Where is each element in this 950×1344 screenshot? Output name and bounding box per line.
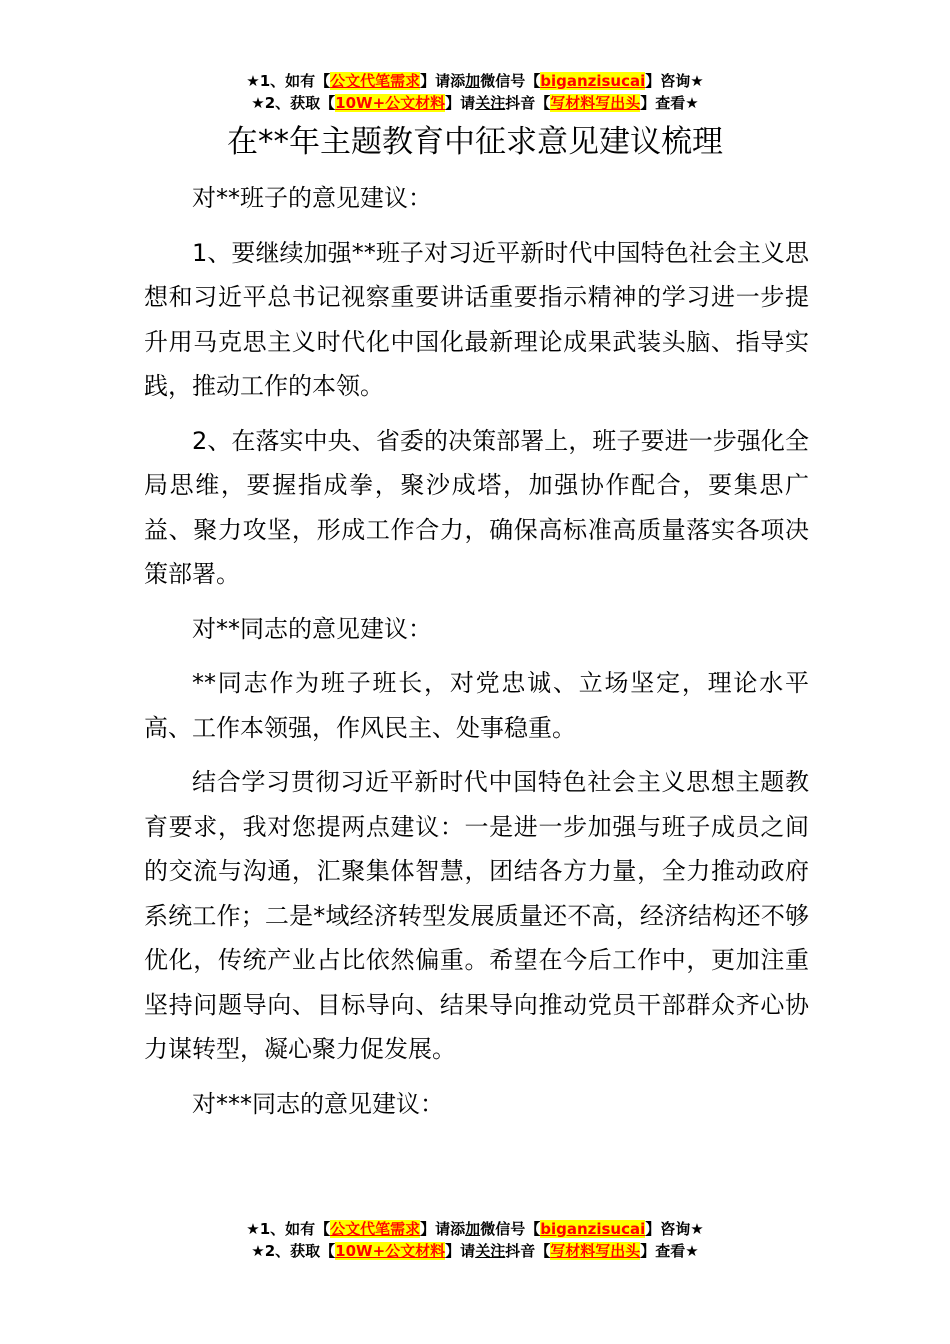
highlight-materials: 10W+公文材料 (335, 94, 446, 112)
banner-text: 】请添 (420, 1220, 466, 1238)
star-icon: ★ (690, 1220, 704, 1238)
banner-text: 】请 (445, 1242, 476, 1260)
banner-text: 】咨询 (645, 72, 691, 90)
banner-text: 】请添 (420, 72, 466, 90)
banner-text: 微信号【 (480, 1220, 541, 1238)
paragraph: **同志作为班子班长，对党忠诚、立场坚定，理论水平高、工作本领强，作风民主、处事稳重。 (144, 669, 809, 742)
highlight-wechat-id: biganzisucai (540, 1220, 646, 1238)
banner-underlined: 关注 (475, 94, 506, 112)
banner-text: 微信号【 (480, 72, 541, 90)
banner-text: 1、如有【 (259, 1220, 331, 1238)
banner-text: 1、如有【 (259, 72, 331, 90)
highlight-wechat-id: biganzisucai (540, 72, 646, 90)
highlight-service: 公文代笔需求 (330, 1220, 421, 1238)
document-body (144, 176, 809, 1136)
star-icon: ★ (685, 94, 699, 112)
banner-line-1 (0, 70, 950, 92)
banner-line-1 (0, 1218, 950, 1240)
star-icon: ★ (246, 72, 260, 90)
banner-text: 】请 (445, 94, 476, 112)
banner-underlined: 加 (465, 1220, 481, 1238)
highlight-douyin: 写材料写出头 (550, 94, 641, 112)
paragraph: 1、要继续加强**班子对习近平新时代中国特色社会主义思想和习近平总书记视察重要讲话重要指示精神的学习进一步提升用马克思主义时代化中国化最新理论成果武装头脑、指导实践，推动工作的本领。 (144, 238, 809, 400)
banner-text: 抖音【 (505, 1242, 551, 1260)
banner-line-2 (0, 92, 950, 114)
banner-underlined: 加 (465, 72, 481, 90)
document-title: 在**年主题教育中征求意见建议梳理 (227, 124, 723, 160)
banner-text: 】查看 (640, 1242, 686, 1260)
highlight-materials: 10W+公文材料 (335, 1242, 446, 1260)
banner-text: 】咨询 (645, 1220, 691, 1238)
banner-line-2 (0, 1240, 950, 1262)
top-banner (0, 70, 950, 114)
star-icon: ★ (685, 1242, 699, 1260)
highlight-douyin: 写材料写出头 (550, 1242, 641, 1260)
banner-text: 2、获取【 (264, 94, 336, 112)
banner-text: 抖音【 (505, 94, 551, 112)
paragraph: 2、在落实中央、省委的决策部署上，班子要进一步强化全局思维，要握指成拳，聚沙成塔，加强协作配合，要集思广益、聚力攻坚，形成工作合力，确保高标准高质量落实各项决策部署。 (144, 426, 809, 588)
banner-text: 】查看 (640, 94, 686, 112)
highlight-service: 公文代笔需求 (330, 72, 421, 90)
paragraph: 结合学习贯彻习近平新时代中国特色社会主义思想主题教育要求，我对您提两点建议：一是进一步加强与班子成员之间的交流与沟通，汇聚集体智慧，团结各方力量，全力推动政府系统工作；二是*域经济转型发展质量还不高，经济结构还不够优化，传统产业占比依然偏重。希望在今后工作中，更加注重坚持问题导向、目标导向、结果导向推动党员干部群众齐心协力谋转型，凝心聚力促发展。 (144, 768, 809, 1063)
paragraph: 对**同志的意见建议： (192, 614, 432, 643)
star-icon: ★ (690, 72, 704, 90)
star-icon: ★ (251, 1242, 265, 1260)
paragraph: 对**班子的意见建议： (192, 184, 432, 212)
star-icon: ★ (251, 94, 265, 112)
banner-text: 2、获取【 (264, 1242, 336, 1260)
paragraph: 对***同志的意见建议： (192, 1089, 444, 1118)
star-icon: ★ (246, 1220, 260, 1238)
banner-underlined: 关注 (475, 1242, 506, 1260)
bottom-banner (0, 1218, 950, 1262)
